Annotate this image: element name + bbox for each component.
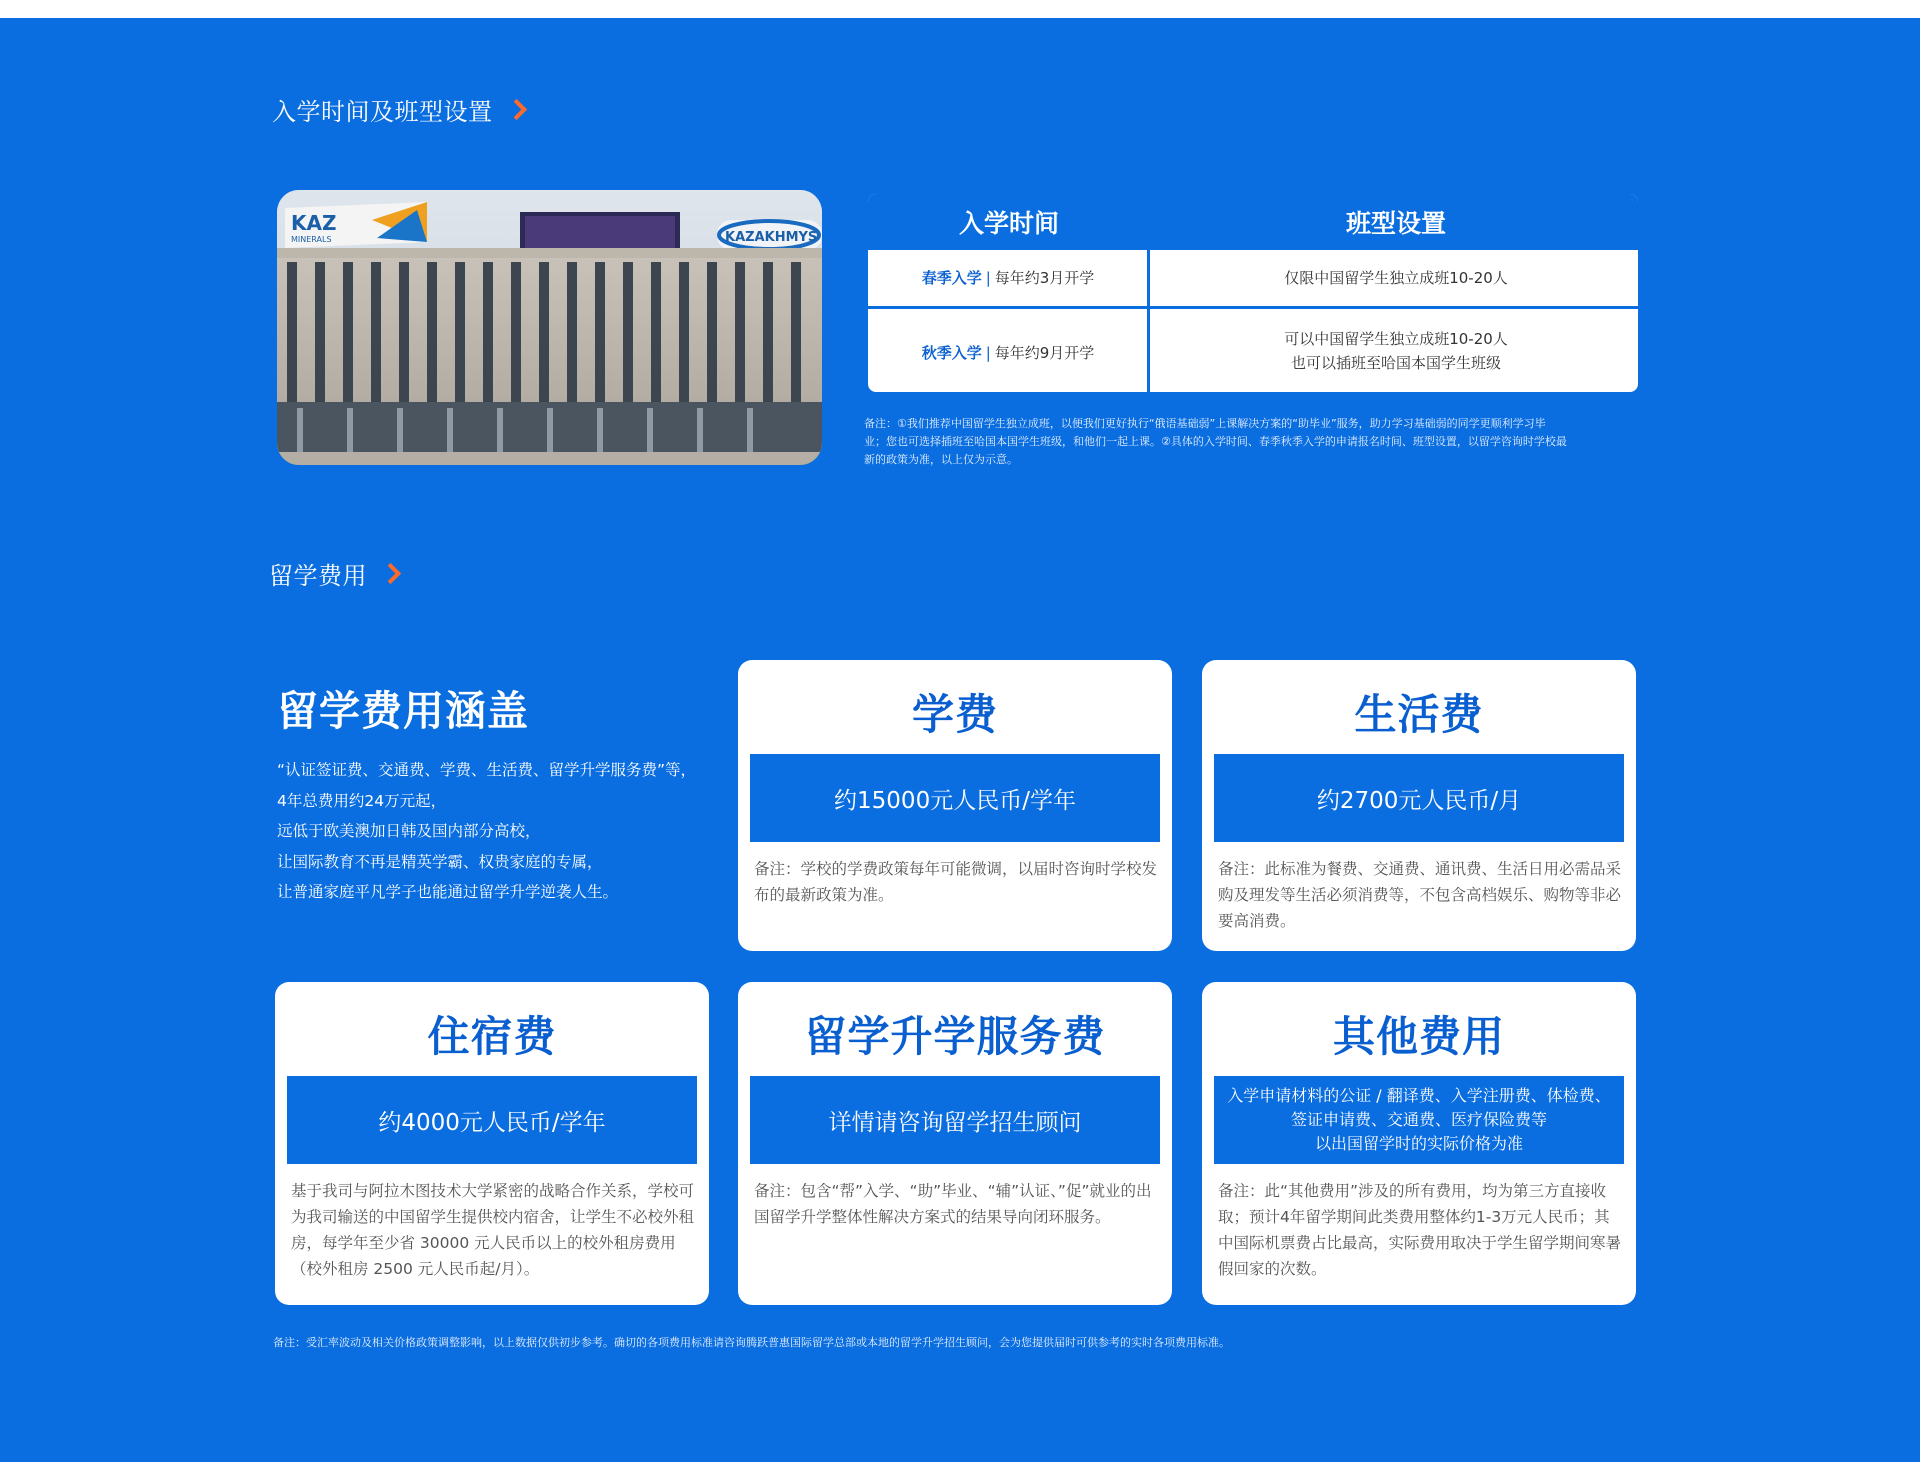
fee-card-amount-text: 入学申请材料的公证 / 翻译费、入学注册费、体检费、	[1227, 1086, 1611, 1105]
enrollment-note	[864, 415, 1644, 469]
fee-card-service	[738, 982, 1172, 1305]
enrollment-table	[866, 192, 1640, 394]
fee-card-note: 基于我司与阿拉木图技术大学紧密的战略合作关系，学校可为我司输送的中国留学生提供校内宿舍，让学生不必校外租房，每学年至少省 30000 元人民币以上的校外租房费用（校外租房 2500 元人民币起/月）。	[291, 1182, 695, 1278]
fee-card-title: 留学升学服务费	[804, 1012, 1106, 1061]
fee-card-living	[1202, 660, 1636, 951]
campus-building-photo	[277, 190, 822, 465]
fee-card-amount	[287, 1076, 697, 1164]
fee-card-amount-text: 约4000元人民币/学年	[378, 1109, 606, 1136]
fee-coverage-line: 让国际教育不再是精英学霸、权贵家庭的专属，	[277, 852, 603, 871]
table-header-class-type: 班型设置	[1150, 194, 1640, 250]
fee-card-amount-text: 约15000元人民币/学年	[834, 787, 1076, 814]
enrollment-note-line: 新的政策为准，以上仅为示意。	[864, 453, 1018, 466]
fee-card-amount-text: 详情请咨询留学招生顾问	[828, 1109, 1082, 1136]
table-row	[868, 309, 1148, 394]
fee-coverage-line: 4年总费用约24万元起，	[277, 791, 447, 810]
class-type-cell	[1150, 250, 1640, 306]
term-label: 春季入学	[921, 269, 982, 287]
fee-coverage-line: “认证签证费、交通费、学费、生活费、留学升学服务费”等，	[277, 761, 697, 779]
fee-coverage-title: 留学费用涵盖	[277, 687, 529, 735]
chevron-right-icon	[505, 99, 526, 120]
fee-disclaimer-note: 备注：受汇率波动及相关价格政策调整影响，以上数据仅供初步参考。确切的各项费用标准请咨询腾跃普惠国际留学总部或本地的留学升学招生顾问，会为您提供届时可供参考的实时各项费用标准。	[273, 1336, 1230, 1349]
fee-card-title: 住宿费	[427, 1012, 557, 1061]
fee-card-note: 备注：学校的学费政策每年可能微调，以届时咨询时学校发布的最新政策为准。	[754, 860, 1158, 904]
fee-card-tuition	[738, 660, 1172, 951]
fee-card-amount	[1214, 1076, 1624, 1164]
chevron-right-icon	[380, 563, 401, 584]
enrollment-note-line: 备注：①我们推荐中国留学生独立成班，以便我们更好执行“俄语基础弱”上课解决方案的“助毕业”服务，助力学习基础弱的同学更顺利学习毕	[864, 417, 1546, 430]
term-separator: |	[985, 269, 991, 287]
table-row	[868, 250, 1148, 306]
section-title-enrollment	[272, 92, 524, 127]
sign-left-subtext: MINERALS	[291, 235, 332, 244]
table-header-enrollment-time: 入学时间	[868, 194, 1150, 250]
enrollment-note-line: 业；您也可选择插班至哈国本国学生班级，和他们一起上课。②具体的入学时间、春季秋季入学的申请报名时间、班型设置，以留学咨询时学校最	[864, 435, 1567, 448]
section-title-text: 留学费用	[269, 562, 367, 590]
fee-card-title: 学费	[911, 690, 998, 739]
fee-card-amount	[750, 754, 1160, 842]
fee-card-accommodation	[275, 982, 709, 1305]
section-title-fees	[269, 556, 398, 591]
fee-card-note: 备注：包含“帮”入学、“助”毕业、“辅”认证、”促”就业的出国留学升学整体性解决方案式的结果导向闭环服务。	[754, 1182, 1152, 1226]
sign-left-text: KAZ	[291, 211, 337, 235]
fee-card-note: 备注：此标准为餐费、交通费、通讯费、生活日用必需品采购及理发等生活必须消费等，不包含高档娱乐、购物等非必要高消费。	[1218, 860, 1622, 930]
class-type-cell	[1150, 309, 1640, 393]
class-type-line: 仅限中国留学生独立成班10-20人	[1284, 269, 1508, 287]
term-start: 每年约3月开学	[994, 269, 1095, 287]
term-label: 秋季入学	[921, 343, 982, 362]
class-type-line: 也可以插班至哈国本国学生班级	[1290, 354, 1501, 372]
fee-card-amount-text: 以出国留学时的实际价格为准	[1314, 1134, 1523, 1153]
sign-right-text: KAZAKHMYS	[725, 230, 818, 245]
fee-card-amount-text: 约2700元人民币/月	[1316, 787, 1522, 814]
section-title-text: 入学时间及班型设置	[272, 98, 493, 126]
fee-card-title: 生活费	[1354, 690, 1484, 739]
class-type-line: 可以中国留学生独立成班10-20人	[1284, 330, 1508, 348]
fee-card-title: 其他费用	[1332, 1012, 1505, 1061]
fee-coverage-line: 让普通家庭平凡学子也能通过留学升学逆袭人生。	[277, 883, 619, 901]
fee-coverage-text	[277, 755, 696, 908]
fee-card-amount	[750, 1076, 1160, 1164]
fee-coverage-line: 远低于欧美澳加日韩及国内部分高校，	[277, 822, 541, 840]
fee-card-amount-text: 签证申请费、交通费、医疗保险费等	[1290, 1110, 1547, 1129]
fee-card-amount	[1214, 754, 1624, 842]
fee-card-note: 备注：此“其他费用”涉及的所有费用，均为第三方直接收取；预计4年留学期间此类费用整体约1-3万元人民币；其中国际机票费占比最高，实际费用取决于学生留学期间寒暑假回家的次数。	[1218, 1182, 1622, 1278]
fee-card-other	[1202, 982, 1636, 1305]
term-separator: |	[985, 343, 991, 362]
term-start: 每年约9月开学	[994, 343, 1095, 362]
